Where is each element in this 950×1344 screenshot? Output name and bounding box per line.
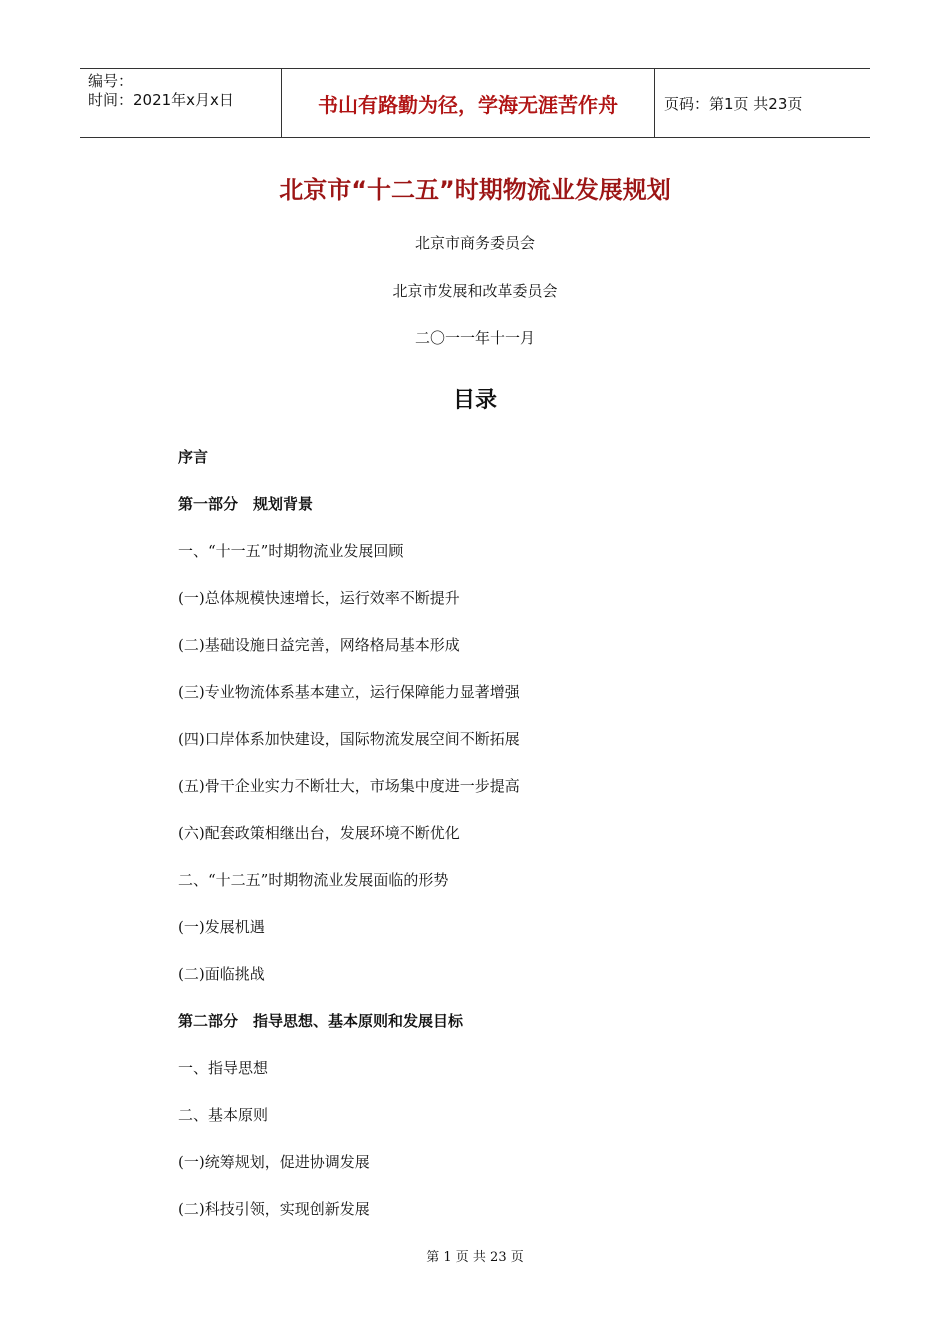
toc-item: 二、“十二五”时期物流业发展面临的形势 [178,871,449,889]
toc-item: (二)科技引领，实现创新发展 [178,1200,370,1218]
header-motto: 书山有路勤为径，学海无涯苦作舟 [282,69,655,137]
document-date: 二〇一一年十一月 [414,329,535,347]
toc-item: (一)总体规模快速增长，运行效率不断提升 [178,589,460,607]
toc-item: (四)口岸体系加快建设，国际物流发展空间不断拓展 [178,730,520,748]
page-footer: 第 1 页 共 23 页 [426,1250,524,1265]
toc-item: (二)面临挑战 [178,965,265,983]
page-header [80,68,870,138]
toc-item: 一、“十一五”时期物流业发展回顾 [178,542,404,560]
toc-item: (二)基础设施日益完善，网络格局基本形成 [178,636,460,654]
toc-item: (三)专业物流体系基本建立，运行保障能力显著增强 [178,683,520,701]
toc-item: 第一部分 规划背景 [178,495,314,513]
header-meta [80,69,282,137]
toc-item: (一)统筹规划，促进协调发展 [178,1153,370,1171]
table-of-contents [178,446,520,1245]
toc-item: (五)骨干企业实力不断壮大，市场集中度进一步提高 [178,777,520,795]
toc-item: (六)配套政策相继出台，发展环境不断优化 [178,824,460,842]
issuer-commerce: 北京市商务委员会 [414,234,535,252]
toc-item: (一)发展机遇 [178,918,265,936]
header-page-info: 页码：第1页 共23页 [664,94,803,113]
number-label: 编号： [88,72,134,90]
toc-item: 一、指导思想 [178,1059,269,1077]
toc-item: 第二部分 指导思想、基本原则和发展目标 [178,1012,464,1030]
toc-item: 序言 [178,448,209,466]
toc-item: 二、基本原则 [178,1106,269,1124]
issuer-development: 北京市发展和改革委员会 [392,282,558,300]
toc-title: 目录 [452,388,497,413]
document-title: 北京市“十二五”时期物流业发展规划 [279,176,671,204]
time-label: 时间：2021年x月x日 [88,91,234,109]
